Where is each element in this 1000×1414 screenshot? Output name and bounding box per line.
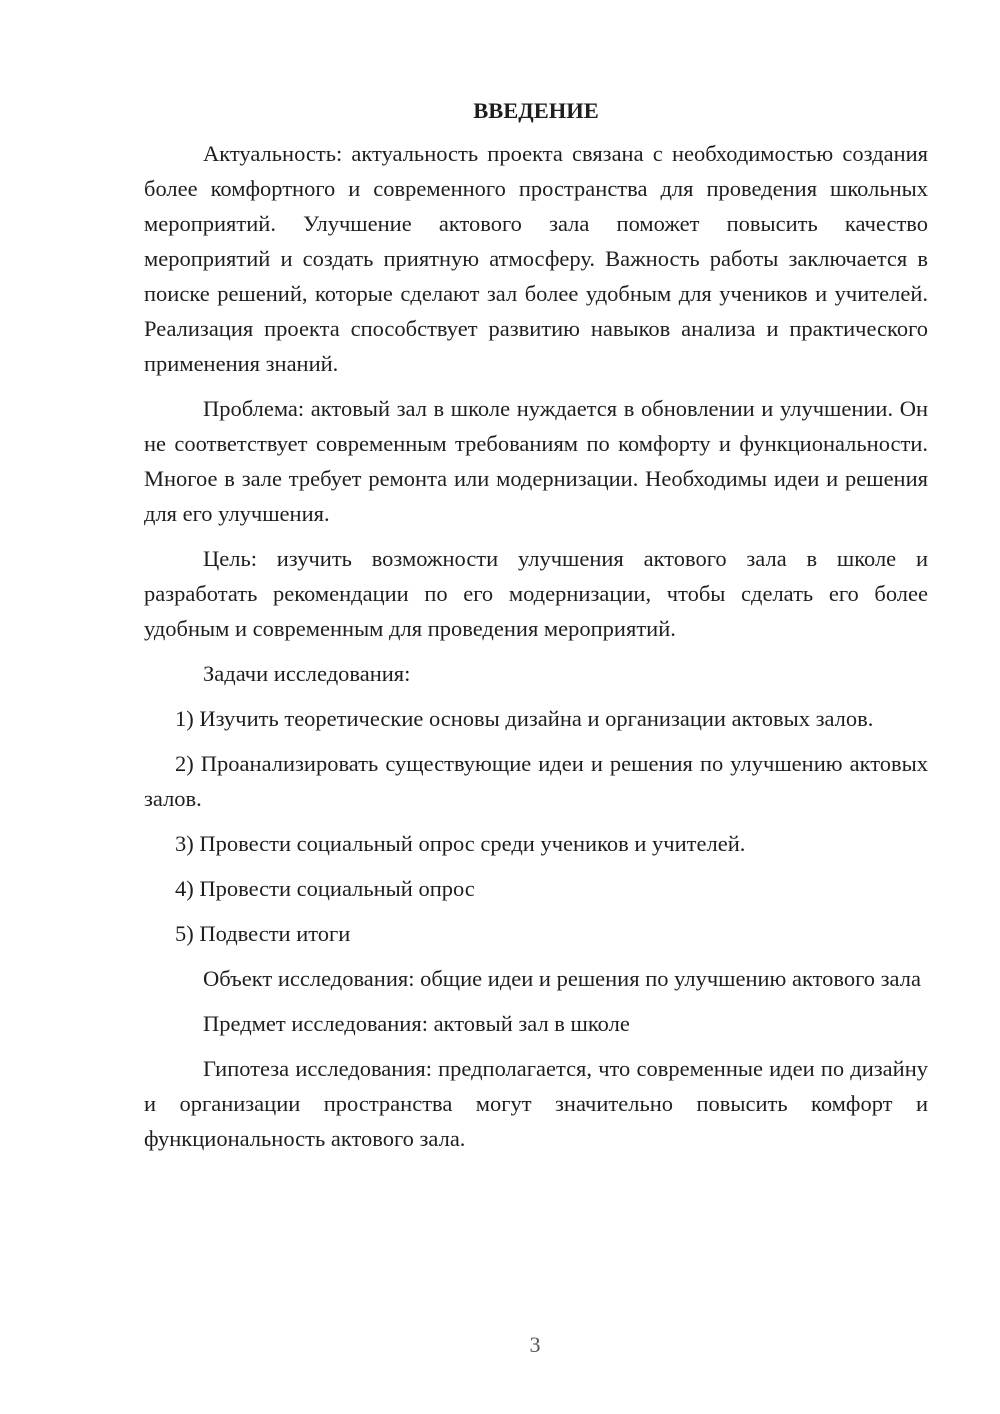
paragraph-goal: Цель: изучить возможности улучшения актового зала в школе и разработать рекомендации по его модернизации, чтобы сделать его более удобным и современным для проведения мероприятий. — [144, 546, 928, 641]
page-content — [144, 96, 928, 1166]
paragraph-relevance: Актуальность: актуальность проекта связана с необходимостью создания более комфортного и современного пространства для проведения школьных мероприятий. Улучшение актового зала поможет повысить качество мероприятий и создать приятную атмосферу. Важность работы заключается в поиске решений, которые сделают зал более удобным для учеников и учителей. Реализация проекта способствует развитию навыков анализа и практического применения знаний. — [144, 141, 928, 376]
paragraph-subject: Предмет исследования: актовый зал в школе — [203, 1011, 630, 1036]
paragraph-tasks-heading: Задачи исследования: — [203, 661, 411, 686]
task-item-3: 3) Провести социальный опрос среди учеников и учителей. — [175, 831, 746, 856]
task-item-5: 5) Подвести итоги — [175, 921, 351, 946]
paragraph-hypothesis: Гипотеза исследования: предполагается, что современные идеи по дизайну и организации пространства могут значительно повысить комфорт и функциональность актового зала. — [144, 1056, 928, 1151]
page-number: 3 — [529, 1332, 541, 1357]
task-item-1: 1) Изучить теоретические основы дизайна и организации актовых залов. — [175, 706, 874, 731]
paragraph-problem: Проблема: актовый зал в школе нуждается в обновлении и улучшении. Он не соответствует современным требованиям по комфорту и функциональности. Многое в зале требует ремонта или модернизации. Необходимы идеи и решения для его улучшения. — [144, 396, 928, 526]
paragraph-object: Объект исследования: общие идеи и решения по улучшению актового зала — [203, 966, 921, 991]
section-title: ВВЕДЕНИЕ — [473, 98, 599, 123]
task-item-4: 4) Провести социальный опрос — [175, 876, 475, 901]
task-item-2: 2) Проанализировать существующие идеи и решения по улучшению актовых залов. — [144, 751, 928, 811]
